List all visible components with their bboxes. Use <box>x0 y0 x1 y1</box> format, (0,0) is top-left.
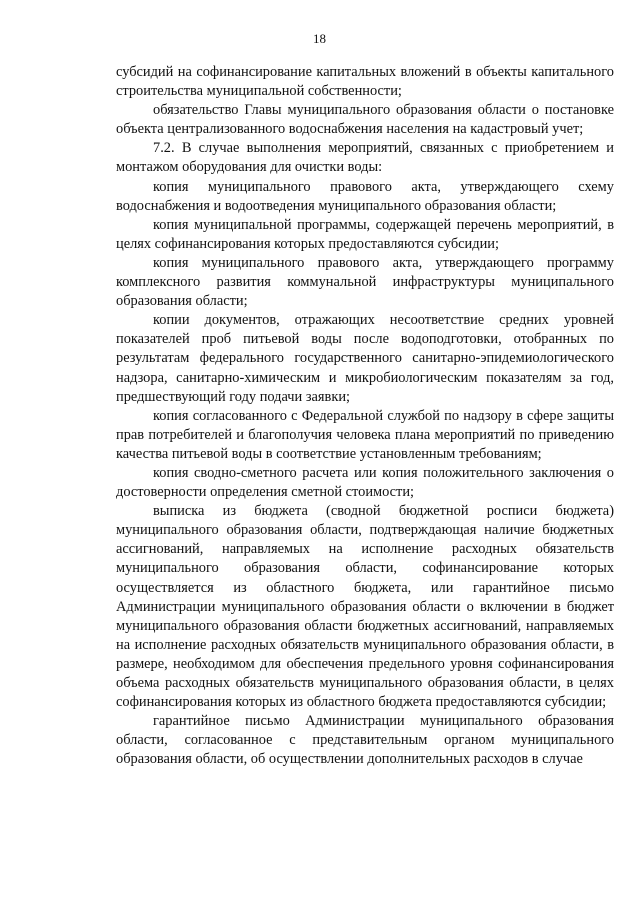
paragraph-water-scheme-act: копия муниципального правового акта, утверждающего схему водоснабжения и водоотведения муниципального образования области; <box>116 178 614 214</box>
paragraph-municipal-program: копия муниципальной программы, содержащей перечень мероприятий, в целях софинансирования которых предоставляются субсидии; <box>116 216 614 252</box>
paragraph-section-7-2: 7.2. В случае выполнения мероприятий, связанных с приобретением и монтажом оборудования для очистки воды: <box>116 140 614 176</box>
paragraph-budget-extract: выписка из бюджета (сводной бюджетной росписи бюджета) муниципального образования области, подтверждающая наличие бюджетных ассигнований, направляемых на исполнение расходных обязательств муниципального образования области, софинансирование которых осуществляется из областного бюджета, или гарантийное письмо Администрации муниципального образования области о включении в бюджет муниципального образования области бюджетных ассигнований, направляемых на исполнение расходных обязательств муниципального образования области, в размере, необходимом для обеспечения предельного уровня софинансирования объема расходных обязательств муниципального образования области, в целях софинансирования которых из областного бюджета предоставляются субсидии; <box>116 503 614 711</box>
paragraph-guarantee-letter: гарантийное письмо Администрации муниципального образования области, согласованное с представительным органом муниципального образования области, об осуществлении дополнительных расходов в случае <box>116 713 614 768</box>
paragraph-water-quality-documents: копии документов, отражающих несоответствие средних уровней показателей проб питьевой воды после водоподготовки, отобранных по результатам федерального государственного санитарно-эпидемиологического надзора, санитарно-химическим и микробиологическим показателям за год, предшествующий году подачи заявки; <box>116 312 614 405</box>
paragraph-continuation: субсидий на софинансирование капитальных вложений в объекты капитального строительства муниципальной собственности; <box>116 64 614 100</box>
document-body <box>116 63 614 769</box>
paragraph-obligation-head: обязательство Главы муниципального образования области о постановке объекта централизованного водоснабжения населения на кадастровый учет; <box>116 102 614 138</box>
page-number: 18 <box>313 31 326 46</box>
paragraph-agreed-plan: копия согласованного с Федеральной службой по надзору в сфере защиты прав потребителей и благополучия человека плана мероприятий по приведению качества питьевой воды в соответствие установленным требованиям; <box>116 407 614 462</box>
paragraph-estimate-copy: копия сводно-сметного расчета или копия положительного заключения о достоверности определения сметной стоимости; <box>116 464 614 501</box>
paragraph-infrastructure-program: копия муниципального правового акта, утверждающего программу комплексного развития коммунальной инфраструктуры муниципального образования области; <box>116 254 614 310</box>
